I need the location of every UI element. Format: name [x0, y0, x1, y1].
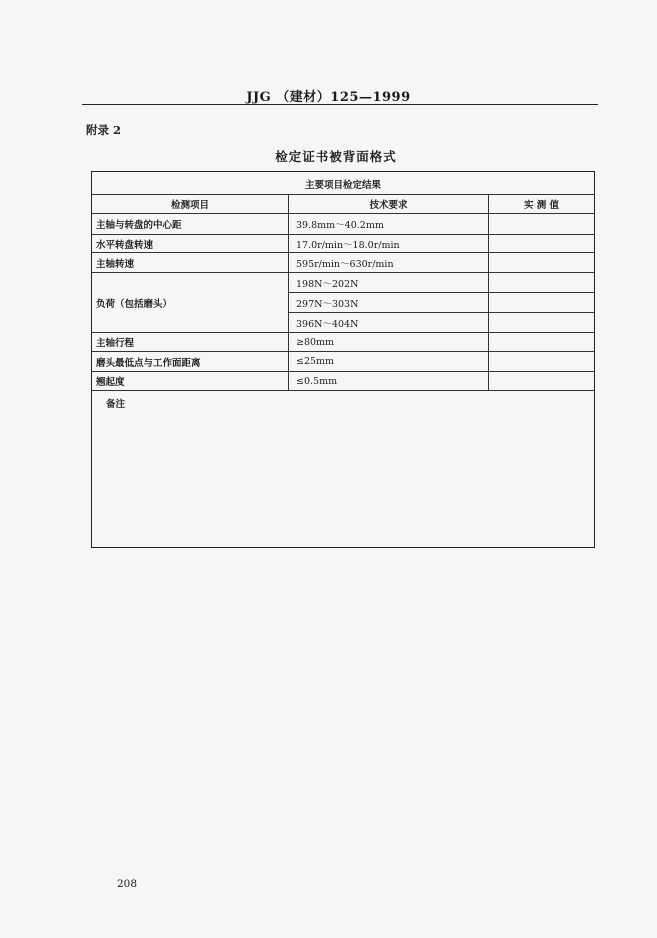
remarks-label: 备注 — [106, 399, 126, 410]
row-measured — [489, 273, 594, 332]
row-measured — [489, 235, 594, 252]
row-measured — [489, 352, 594, 371]
row-item: 主轴与转盘的中心距 — [96, 220, 182, 231]
row-measured — [489, 333, 594, 351]
row-item: 主轴转速 — [96, 258, 135, 270]
row-item: 磨头最低点与工作面距离 — [96, 357, 201, 369]
page-number: 208 — [117, 878, 138, 890]
row-requirement: 396N～404N — [296, 318, 359, 330]
results-table — [91, 171, 595, 548]
standard-code-header: JJG （建材）125—1999 — [246, 90, 411, 105]
row-measured — [489, 372, 594, 390]
row-item: 负荷（包括磨头） — [96, 298, 173, 310]
table-caption: 主要项目检定结果 — [304, 179, 381, 191]
row-requirement: ≤25mm — [296, 356, 335, 367]
row-item: 翘起度 — [96, 377, 125, 388]
row-requirement: ≤0.5mm — [296, 375, 338, 387]
document-title: 检定证书被背面格式 — [275, 149, 397, 164]
column-divider — [288, 194, 289, 391]
row-item: 水平转盘转速 — [96, 239, 154, 251]
row-requirement: 595r/min～630r/min — [296, 258, 394, 270]
row-measured — [489, 253, 594, 272]
column-header-item: 检测项目 — [170, 200, 209, 211]
row-divider — [92, 390, 594, 391]
row-requirement: 198N～202N — [296, 278, 359, 290]
row-requirement: 297N～303N — [296, 298, 359, 310]
column-header-measured: 实 测 值 — [523, 200, 560, 211]
header-rule — [82, 104, 598, 105]
row-requirement: 39.8mm～40.2mm — [296, 220, 384, 231]
row-requirement: ≥80mm — [296, 336, 335, 348]
column-header-requirement: 技术要求 — [369, 200, 408, 211]
row-measured — [489, 214, 594, 234]
appendix-label: 附录 2 — [86, 123, 122, 137]
row-item: 主轴行程 — [96, 338, 135, 349]
row-requirement: 17.0r/min～18.0r/min — [296, 239, 400, 251]
